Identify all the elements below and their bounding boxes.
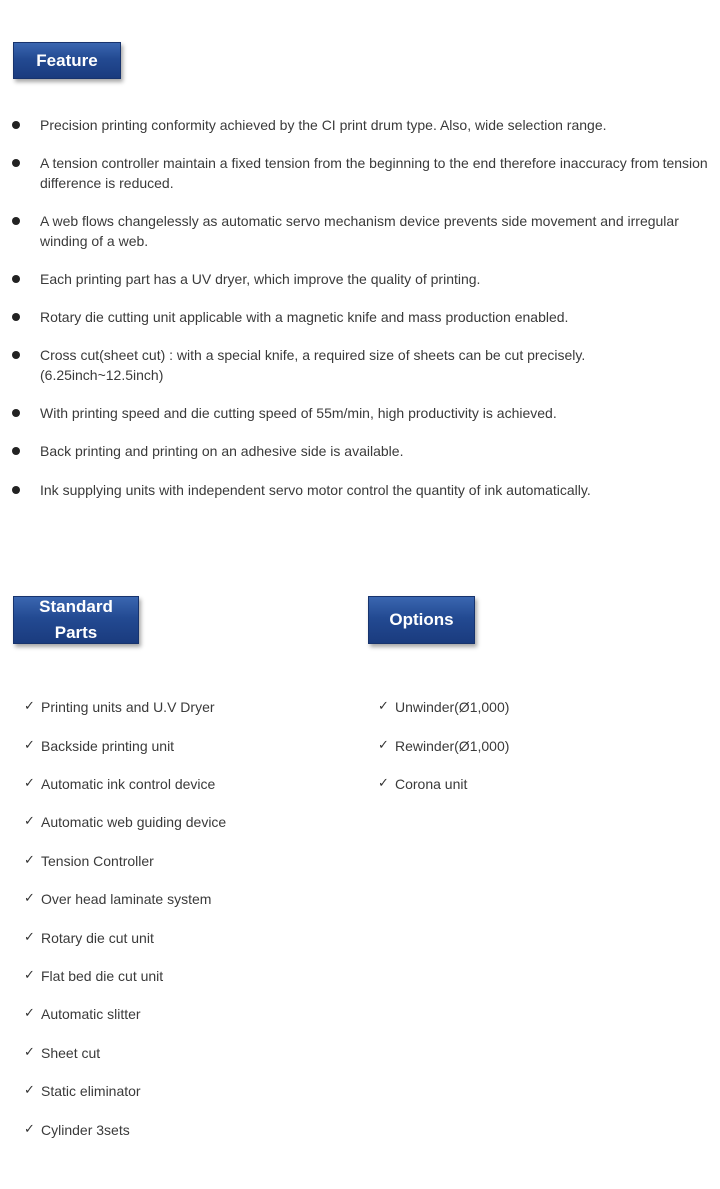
list-item-label: Sheet cut [41,1045,101,1061]
check-mark-icon: ✓ [24,852,35,867]
feature-text: With printing speed and die cutting speed of 55m/min, high productivity is achieved. [40,405,557,421]
bullet-dot-icon [12,447,20,455]
list-item-label: Unwinder(Ø1,000) [395,699,510,715]
check-mark-icon: ✓ [378,775,389,790]
list-item-label: Tension Controller [41,853,154,869]
standard-parts-heading [13,596,139,644]
feature-text: Back printing and printing on an adhesive side is available. [40,443,404,459]
list-item-label: Over head laminate system [41,891,212,907]
check-mark-icon: ✓ [24,1005,35,1020]
feature-text: Precision printing conformity achieved by the CI print drum type. Also, wide selection range. [40,117,607,133]
check-mark-icon: ✓ [24,737,35,752]
list-item-label: Automatic slitter [41,1006,141,1022]
check-mark-icon: ✓ [24,1044,35,1059]
check-mark-icon: ✓ [24,775,35,790]
feature-text: Ink supplying units with independent servo motor control the quantity of ink automatically. [40,482,591,498]
bullet-dot-icon [12,217,20,225]
list-item-label: Printing units and U.V Dryer [41,699,215,715]
feature-text: Each printing part has a UV dryer, which improve the quality of printing. [40,271,481,287]
list-item-label: Backside printing unit [41,738,175,754]
bullet-dot-icon [12,121,20,129]
list-item-label: Static eliminator [41,1083,141,1099]
list-item-label: Corona unit [395,776,468,792]
feature-heading [13,42,121,79]
bullet-dot-icon [12,351,20,359]
list-item-label: Automatic web guiding device [41,814,227,830]
bullet-dot-icon [12,486,20,494]
check-mark-icon: ✓ [24,929,35,944]
bullet-dot-icon [12,275,20,283]
check-mark-icon: ✓ [24,813,35,828]
bullet-dot-icon [12,159,20,167]
list-item-label: Flat bed die cut unit [41,968,164,984]
check-mark-icon: ✓ [24,967,35,982]
check-mark-icon: ✓ [378,737,389,752]
feature-text: A web flows changelessly as automatic servo mechanism device prevents side movement and irregular winding of a web. [40,213,679,249]
check-mark-icon: ✓ [24,890,35,905]
list-item-label: Rewinder(Ø1,000) [395,738,510,754]
check-mark-icon: ✓ [24,1082,35,1097]
feature-text: A tension controller maintain a fixed tension from the beginning to the end therefore inaccuracy from tension difference is reduced. [40,155,708,191]
check-mark-icon: ✓ [378,698,389,713]
feature-title: Feature [36,50,98,70]
bullet-dot-icon [12,409,20,417]
standard-parts-title-line2: Parts [54,623,98,642]
check-mark-icon: ✓ [24,1121,35,1136]
standard-parts-title-line1: Standard [39,597,113,616]
options-heading [368,596,475,644]
list-item-label: Automatic ink control device [41,776,216,792]
bullet-dot-icon [12,313,20,321]
feature-text: Cross cut(sheet cut) : with a special knife, a required size of sheets can be cut precisely. (6.25inch~12.5inch) [40,347,586,383]
list-item-label: Rotary die cut unit [41,930,154,946]
feature-text: Rotary die cutting unit applicable with a magnetic knife and mass production enabled. [40,309,569,325]
list-item-label: Cylinder 3sets [41,1122,130,1138]
options-title: Options [389,610,454,629]
check-mark-icon: ✓ [24,698,35,713]
